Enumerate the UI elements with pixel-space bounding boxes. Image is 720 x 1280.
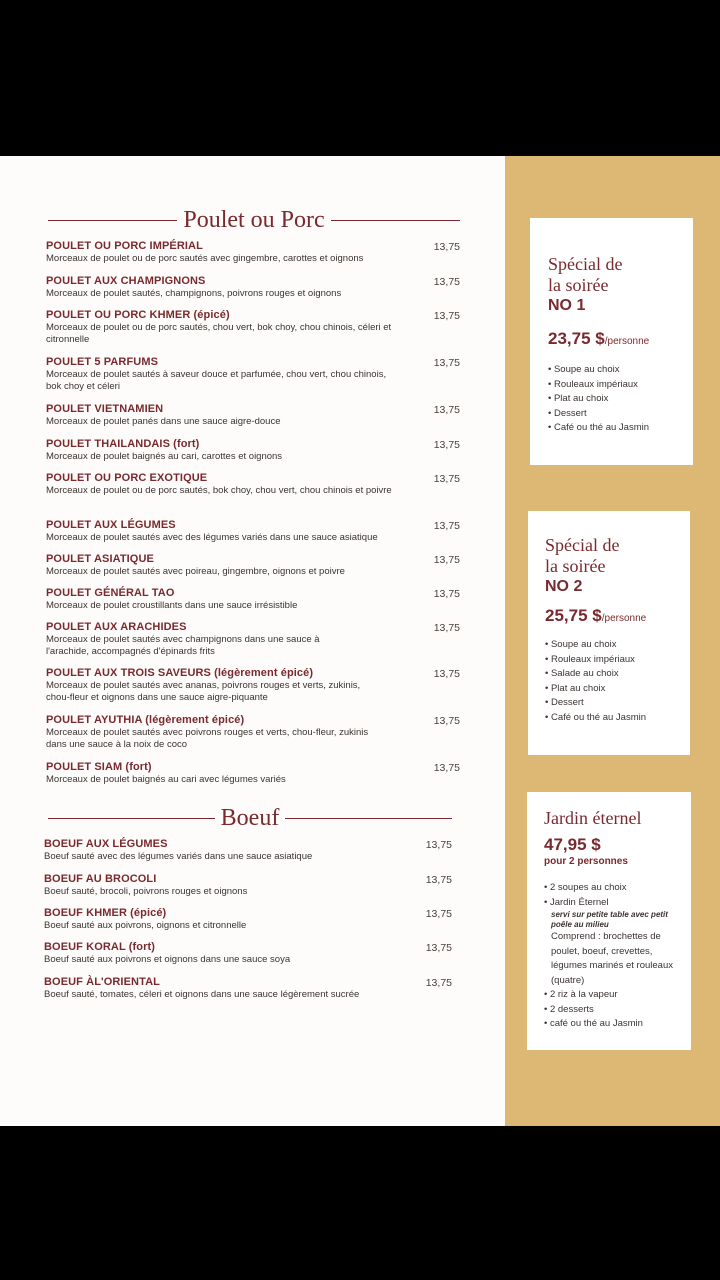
list-item: • Dessert bbox=[548, 407, 587, 419]
special-price bbox=[545, 606, 690, 626]
special-title: Spécial de bbox=[545, 535, 620, 555]
item-description: Morceaux de poulet baignés au cari avec légumes variés bbox=[46, 774, 286, 785]
item-price: 13,75 bbox=[433, 668, 460, 680]
item-price: 13,75 bbox=[433, 520, 460, 532]
special-card-1 bbox=[530, 218, 693, 465]
list-item: • 2 desserts bbox=[544, 1003, 594, 1015]
item-description: Boeuf sauté aux poivrons et oignons dans une sauce soya bbox=[44, 954, 291, 965]
menu-item bbox=[46, 403, 466, 428]
item-description: Morceaux de poulet sautés avec ananas, poivrons rouges et verts, zukinis, chou-fleur et oignons dans une sauce aigre-piquante bbox=[46, 680, 361, 703]
item-description: Morceaux de poulet sautés avec des légumes variés dans une sauce asiatique bbox=[46, 532, 378, 543]
item-price: 13,75 bbox=[425, 839, 452, 851]
item-price: 13,75 bbox=[425, 874, 452, 886]
item-price: 13,75 bbox=[433, 588, 460, 600]
item-description: Morceaux de poulet sautés, champignons, poivrons rouges et oignons bbox=[46, 288, 342, 299]
menu-item bbox=[46, 356, 466, 393]
menu-item bbox=[46, 309, 466, 346]
jardin-note: servi sur petite table avec petit poêle au milieu bbox=[551, 910, 668, 929]
item-description: Boeuf sauté, brocoli, poivrons rouges et oignons bbox=[44, 886, 248, 897]
jardin-price: 47,95 $ bbox=[544, 835, 601, 854]
item-name: BOEUF AUX LÉGUMES bbox=[44, 838, 168, 850]
item-description: Morceaux de poulet sautés avec poivrons rouges et verts, chou-fleur, zukinis dans une sauce à la noix de coco bbox=[46, 727, 369, 750]
item-description: Morceaux de poulet ou de porc sautés, bok choy, chou vert, chou chinois et poivre bbox=[46, 485, 392, 496]
menu-item bbox=[46, 587, 466, 612]
item-name: POULET GÉNÉRAL TAO bbox=[46, 587, 175, 599]
price-unit: /personne bbox=[601, 613, 647, 624]
item-price: 13,75 bbox=[433, 241, 460, 253]
menu-item bbox=[46, 621, 466, 658]
special-title: la soirée bbox=[545, 556, 606, 576]
menu-item bbox=[46, 240, 466, 265]
item-name: POULET AUX TROIS SAVEURS (légèrement épicé) bbox=[46, 667, 314, 679]
item-name: BOEUF KORAL (fort) bbox=[44, 941, 155, 953]
list-item bbox=[544, 896, 683, 931]
item-description: Boeuf sauté avec des légumes variés dans une sauce asiatique bbox=[44, 851, 313, 862]
menu-item bbox=[46, 667, 466, 704]
menu-page bbox=[0, 156, 720, 1126]
list-item: • Soupe au choix bbox=[548, 364, 620, 375]
list-item: • Café ou thé au Jasmin bbox=[548, 422, 650, 433]
special-title: Spécial de bbox=[548, 254, 623, 274]
special-number: NO 1 bbox=[548, 297, 586, 314]
item-description: Morceaux de poulet ou de porc sautés avec gingembre, carottes et oignons bbox=[46, 253, 364, 264]
special-card-2 bbox=[528, 511, 690, 755]
item-name: POULET AUX LÉGUMES bbox=[46, 519, 176, 531]
item-name: POULET AUX ARACHIDES bbox=[46, 621, 187, 633]
price-amount: 25,75 $ bbox=[545, 606, 602, 625]
list-item: • Soupe au choix bbox=[545, 639, 617, 650]
divider bbox=[331, 220, 460, 221]
list-item: • 2 soupes au choix bbox=[544, 882, 627, 893]
divider bbox=[48, 220, 177, 221]
section-title: Boeuf bbox=[220, 805, 280, 831]
item-price: 13,75 bbox=[425, 977, 452, 989]
list-item: • Rouleaux impériaux bbox=[545, 653, 635, 665]
menu-item bbox=[44, 941, 464, 966]
item-name: POULET AYUTHIA (légèrement épicé) bbox=[46, 714, 245, 726]
list-item: • Salade au choix bbox=[545, 668, 619, 679]
jardin-includes-list bbox=[544, 881, 683, 1032]
menu-item bbox=[46, 519, 466, 544]
item-price: 13,75 bbox=[433, 276, 460, 288]
list-item: • café ou thé au Jasmin bbox=[544, 1018, 643, 1029]
list-item: • Café ou thé au Jasmin bbox=[545, 711, 647, 723]
price-unit: /personne bbox=[604, 336, 650, 347]
list-item: • Plat au choix bbox=[545, 682, 606, 694]
menu-item bbox=[46, 761, 466, 786]
item-price: 13,75 bbox=[433, 357, 460, 369]
item-description: Morceaux de poulet ou de porc sautés, chou vert, bok choy, chou chinois, céleri et citronnelle bbox=[46, 322, 392, 345]
item-price: 13,75 bbox=[425, 908, 452, 920]
item-price: 13,75 bbox=[433, 473, 460, 485]
item-name: POULET OU PORC EXOTIQUE bbox=[46, 472, 208, 484]
item-name: BOEUF AU BROCOLI bbox=[44, 873, 157, 885]
menu-item bbox=[46, 275, 466, 300]
list-item: • Dessert bbox=[545, 697, 584, 708]
item-price: 13,75 bbox=[433, 622, 460, 634]
item-name: POULET OU PORC KHMER (épicé) bbox=[46, 309, 230, 321]
item-price: 13,75 bbox=[433, 554, 460, 566]
item-description: Morceaux de poulet sautés avec poireau, gingembre, oignons et poivre bbox=[46, 566, 345, 577]
item-description: Morceaux de poulet sautés avec champignons dans une sauce à l'arachide, accompagnés d'épinards frits bbox=[46, 634, 320, 657]
specials-sidebar bbox=[505, 156, 720, 1126]
item-price: 13,75 bbox=[433, 762, 460, 774]
section-title: Poulet ou Porc bbox=[183, 207, 325, 233]
item-name: POULET THAILANDAIS (fort) bbox=[46, 438, 200, 450]
item-name: POULET 5 PARFUMS bbox=[46, 356, 159, 368]
item-description: Boeuf sauté, tomates, céleri et oignons dans une sauce légèrement sucrée bbox=[44, 989, 360, 1000]
item-name: POULET OU PORC IMPÉRIAL bbox=[46, 240, 203, 252]
menu-item bbox=[46, 438, 466, 463]
item-description: Morceaux de poulet panés dans une sauce aigre-douce bbox=[46, 416, 281, 427]
section-header-poulet bbox=[40, 208, 460, 232]
divider bbox=[285, 818, 452, 819]
item-name: POULET ASIATIQUE bbox=[46, 553, 154, 565]
item-price: 13,75 bbox=[433, 404, 460, 416]
jardin-title: Jardin éternel bbox=[544, 808, 642, 828]
special-number: NO 2 bbox=[545, 578, 583, 595]
divider bbox=[48, 818, 215, 819]
list-item-text: • Jardin Éternel bbox=[544, 896, 609, 908]
jardin-card bbox=[527, 792, 691, 1050]
list-item: Comprend : brochettes de poulet, boeuf, crevettes, légumes marinés et rouleaux (quatre) bbox=[551, 931, 673, 986]
list-item: • Rouleaux impériaux bbox=[548, 378, 638, 390]
item-name: POULET VIETNAMIEN bbox=[46, 403, 164, 415]
jardin-subtitle: pour 2 personnes bbox=[544, 856, 628, 867]
item-description: Morceaux de poulet baignés au cari, carottes et oignons bbox=[46, 451, 283, 462]
special-price bbox=[548, 329, 693, 349]
price-amount: 23,75 $ bbox=[548, 329, 605, 348]
item-name: BOEUF KHMER (épicé) bbox=[44, 907, 167, 919]
list-item: • Plat au choix bbox=[548, 393, 609, 404]
item-price: 13,75 bbox=[433, 715, 460, 727]
section-header-boeuf bbox=[40, 806, 460, 830]
item-price: 13,75 bbox=[433, 439, 460, 451]
item-description: Morceaux de poulet sautés à saveur douce et parfumée, chou vert, chou chinois, bok choy et céleri bbox=[46, 369, 387, 392]
item-description: Boeuf sauté aux poivrons, oignons et citronnelle bbox=[44, 920, 247, 931]
item-name: BOEUF ÀL'ORIENTAL bbox=[44, 976, 160, 988]
special-includes-list bbox=[545, 638, 690, 725]
list-item: • 2 riz à la vapeur bbox=[544, 989, 618, 1000]
special-title: la soirée bbox=[548, 275, 609, 295]
special-includes-list bbox=[548, 363, 693, 436]
item-description: Morceaux de poulet croustillants dans une sauce irrésistible bbox=[46, 600, 298, 611]
item-name: POULET SIAM (fort) bbox=[46, 761, 152, 773]
item-price: 13,75 bbox=[433, 310, 460, 322]
menu-item bbox=[46, 472, 466, 497]
menu-item bbox=[44, 873, 464, 898]
menu-item bbox=[44, 907, 464, 932]
item-name: POULET AUX CHAMPIGNONS bbox=[46, 275, 206, 287]
menu-item bbox=[46, 714, 466, 751]
menu-item bbox=[46, 553, 466, 578]
menu-item bbox=[44, 976, 464, 1001]
item-price: 13,75 bbox=[425, 942, 452, 954]
menu-item bbox=[44, 838, 464, 863]
